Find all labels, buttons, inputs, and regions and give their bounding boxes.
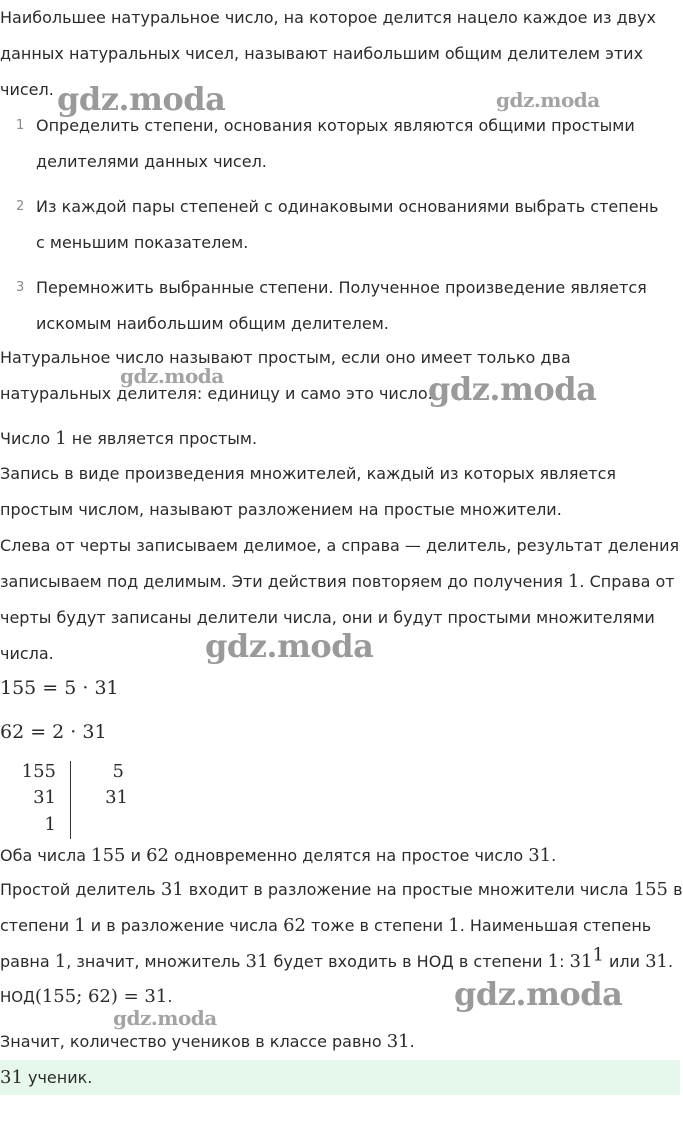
divisor-cell: 31 bbox=[105, 787, 128, 808]
step-number: 1 bbox=[16, 118, 25, 133]
factorization-def-line-2: простым числом, называют разложением на простые множители. bbox=[0, 500, 562, 519]
watermark: gdz.moda bbox=[496, 88, 600, 112]
equation-155: 155 = 5 · 31 bbox=[0, 677, 119, 699]
watermark: gdz.moda bbox=[428, 370, 597, 408]
common-divisor-text: Оба числа 155 и 62 одновременно делятся на простое число 31. bbox=[0, 845, 557, 866]
divisor-cell: 5 bbox=[112, 761, 124, 782]
step-1-line-1: Определить степени, основания которых являются общими простыми bbox=[36, 116, 635, 135]
division-table bbox=[0, 757, 160, 839]
step-2-line-2: с меньшим показателем. bbox=[36, 233, 249, 252]
reason-line-2: степени 1 и в разложение числа 62 тоже в степени 1. Наименьшая степень bbox=[0, 915, 652, 936]
watermark: gdz.moda bbox=[454, 975, 623, 1013]
dividend-cell: 155 bbox=[21, 761, 56, 782]
one-not-prime: Число 1 не является простым. bbox=[0, 428, 258, 449]
reason-line-3: равна 1, значит, множитель 31 будет входить в НОД в степени 1: $31^1$ или 31. bbox=[0, 944, 674, 972]
step-number: 3 bbox=[16, 280, 25, 295]
prime-def-line-1: Натуральное число называют простым, если оно имеет только два bbox=[0, 348, 571, 367]
method-line-1: Слева от черты записываем делимое, а справа — делитель, результат деления bbox=[0, 536, 680, 555]
watermark: gdz.moda bbox=[113, 1006, 217, 1030]
gcd-result: НОД(155; 62) = 31. bbox=[0, 986, 173, 1007]
division-line bbox=[70, 761, 71, 839]
method-line-2: записываем под делимым. Эти действия повторяем до получения 1. Справа от bbox=[0, 571, 675, 592]
step-3-line-1: Перемножить выбранные степени. Полученное произведение является bbox=[36, 278, 647, 297]
watermark: gdz.moda bbox=[205, 627, 374, 665]
watermark: gdz.moda bbox=[120, 364, 224, 388]
intro-line-1: Наибольшее натуральное число, на которое делится нацело каждое из двух bbox=[0, 8, 656, 27]
answer-text: 31 ученик. bbox=[0, 1067, 93, 1088]
prime-def-line-2: натуральных делителя: единицу и само это число. bbox=[0, 384, 433, 403]
dividend-cell: 1 bbox=[44, 814, 56, 835]
method-line-4: числа. bbox=[0, 644, 54, 663]
step-2-line-1: Из каждой пары степеней с одинаковыми основаниями выбрать степень bbox=[36, 197, 659, 216]
reason-line-1: Простой делитель 31 входит в разложение на простые множители числа 155 в bbox=[0, 879, 683, 900]
equation-62: 62 = 2 · 31 bbox=[0, 721, 107, 743]
answer-box bbox=[0, 1060, 680, 1095]
step-number: 2 bbox=[16, 199, 25, 214]
watermark: gdz.moda bbox=[57, 80, 226, 118]
intro-line-2: данных натуральных чисел, называют наибольшим общим делителем этих bbox=[0, 44, 644, 63]
conclusion: Значит, количество учеников в классе равно 31. bbox=[0, 1031, 415, 1052]
step-1-line-2: делителями данных чисел. bbox=[36, 152, 267, 171]
intro-line-3: чисел. bbox=[0, 80, 54, 99]
method-line-3: черты будут записаны делители числа, они и будут простыми множителями bbox=[0, 608, 655, 627]
factorization-def-line-1: Запись в виде произведения множителей, каждый из которых является bbox=[0, 464, 617, 483]
step-3-line-2: искомым наибольшим общим делителем. bbox=[36, 314, 389, 333]
dividend-cell: 31 bbox=[33, 787, 56, 808]
